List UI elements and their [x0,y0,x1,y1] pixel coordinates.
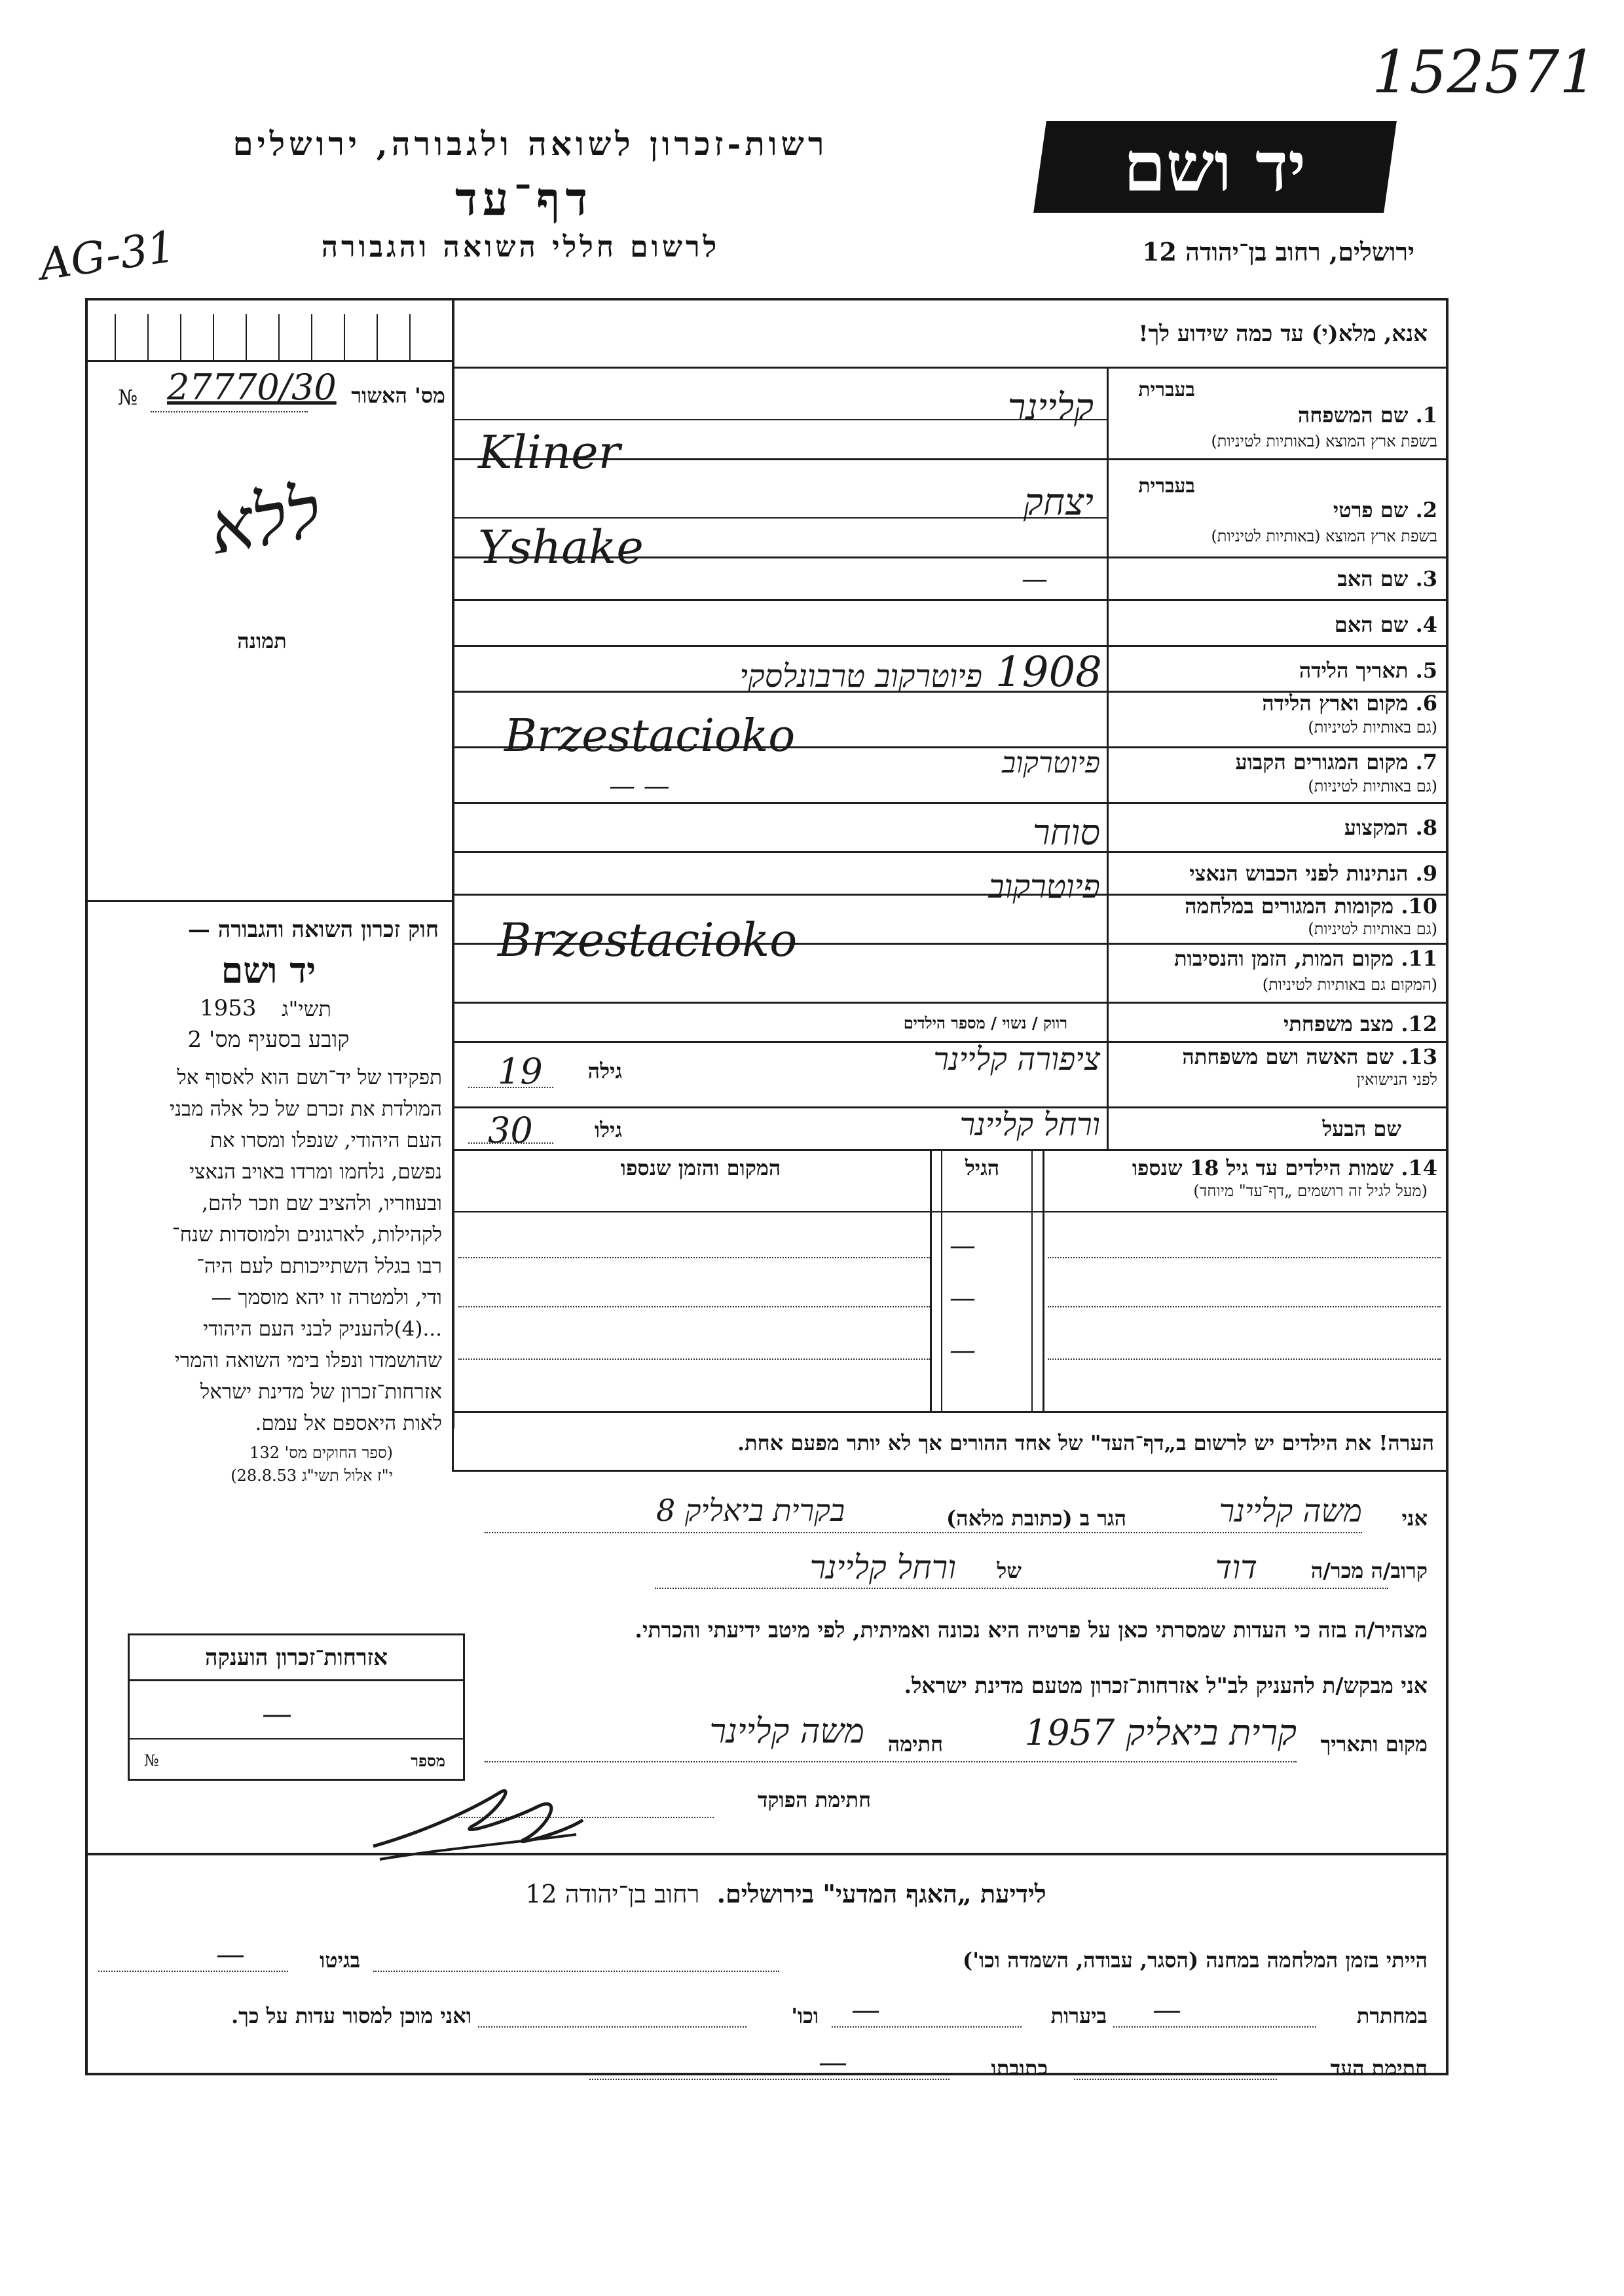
law-body [98,1062,442,1439]
header-address: ירושלים, רחוב בן־יהודה 12 [1142,237,1414,266]
col-place-time: המקום והזמן שנספו [620,1156,781,1180]
decl-relative-of: ורחל קליינר [809,1548,956,1586]
wife-name: ציפורה קליינר [933,1041,1100,1078]
decl-request: אני מבקש/ת להעניק לב"ל אזרחות־זכרון מטעם מדינת ישראל. [904,1673,1428,1698]
approval-number: 27770/30 [167,367,337,408]
other-label: וכו' [791,2003,819,2028]
residence: פיוטרקוב [1001,746,1100,780]
authority-name: רשות-זכרון לשואה ולגבורה, ירושלים [232,124,828,163]
lang-origin-2: בשפת ארץ המוצא (באותיות לטיניות) [1211,527,1437,545]
law-line: אזרחות־זכרון של מדינת ישראל [200,1380,442,1404]
law-line: ודי, ולמטרה זו יהא מוסמך — [211,1286,442,1309]
law-line: המולדת את זכרם של כל אלה מבני [169,1097,442,1121]
signature-label: חתימה [887,1732,943,1757]
law-line: ...(4)להעניק לבני העם היהודי [203,1317,442,1341]
decl-i-label: אני [1401,1506,1428,1531]
field-9-label: 9. הנתינות לפני הכבוש הנאצי [1189,861,1437,886]
field-8-label: 8. המקצוע [1344,815,1437,840]
official-signature-label: חתימת הפוקד [758,1787,871,1812]
approval-label: מס' האשור [351,383,445,408]
field-5-label: 5. תאריך הלידה [1299,658,1437,683]
law-line: רבו בגלל השתייכותם לעם היה־ [196,1254,442,1278]
law-year: 1953 [200,995,257,1021]
field-7-note: (גם באותיות לטיניות) [1308,777,1437,795]
law-line: נפשם, נלחמו ומרדו באויב הנאצי [189,1160,442,1184]
place-date: קרית ביאליק 1957 [1024,1712,1297,1753]
left-column-divider [452,299,454,1429]
field-2-label: 2. שם פרטי [1333,498,1437,522]
children-dash: — [950,1283,976,1313]
wife-age: 19 [498,1051,543,1092]
underground-mark: — [1153,1994,1181,2027]
father-name: — [1022,564,1048,594]
decl-relation: דוד [1215,1548,1257,1586]
field-3-label: 3. שם האב [1337,566,1437,591]
declarant-signature: משה קליינר [709,1712,864,1751]
law-year-he: תשי"ג [282,996,331,1021]
decl-relative-label: קרוב/ה מכר/ה [1310,1558,1428,1583]
surname-hebrew: קליינר [1007,386,1094,429]
bottom-line1: הייתי בזמן המלחמה במחנה (הסגר, עבודה, השמדה וכו') [963,1948,1428,1973]
field-12-label: 12. מצב משפחתי [1283,1011,1437,1036]
law-title: חוק זכרון השואה והגבורה — [187,917,439,943]
col-age: הגיל [965,1156,1000,1180]
law-brand: יד ושם [221,949,316,991]
wife-age-label: גילה [587,1059,622,1084]
law-line: העם היהודי, שנפלו ומסרו את [210,1129,442,1152]
birth-date: 1908 [995,648,1102,697]
husband-age-label: גילו [594,1118,622,1142]
margin-code: AG-31 [36,221,179,291]
please-fill-note: אנא, מלא(י) עד כמה שידוע לך! [1138,321,1428,347]
decl-statement: מצהיר/ה בזה כי העדות שמסרתי כאן על פרטיה היא נכונה ואמיתית, לפי מיטב ידיעתי והכרתי. [635,1617,1428,1643]
ready-label: ואני מוכן למסור עדות על כך. [231,2003,471,2028]
bottom-title: לידיעת „האגף המדעי" בירושלים. רחוב בן־יהודה 12 [525,1879,1046,1908]
place-date-label: מקום ותאריך [1320,1732,1428,1757]
wartime-place-hebrew: פיוטרקוב [988,867,1100,905]
profession: סוחר [1032,812,1100,853]
decl-of-label: של [997,1558,1022,1583]
lang-origin-1: בשפת ארץ המוצא (באותיות לטיניות) [1211,432,1437,450]
citizenship-title: אזרחות־זכרון הוענקה [205,1645,388,1671]
children-note-warning: הערה! את הילדים יש לרשום ב„דף־העד" של אחד ההורים אך לא יותר מפעם אחת. [737,1430,1434,1455]
birth-place-latin: Brzestacioko [504,710,796,762]
wartime-place-latin: Brzestacioko [498,913,798,967]
photo-mark: ללא [203,469,327,571]
witness-mark: — [819,2046,847,2079]
form-subtitle: לרשום חללי השואה והגבורה [321,230,720,264]
children-dash: — [950,1336,976,1366]
field-11-label: 11. מקום המות, הזמן והנסיבות [1174,946,1437,971]
husband-age: 30 [488,1110,533,1151]
citizenship-number-label: מספר [411,1751,445,1770]
children-dash: — [950,1231,976,1261]
birth-place-hebrew: פיוטרקוב טרבונלסקי [739,658,982,695]
field-10-note: (גם באותיות לטיניות) [1308,920,1437,938]
field-7-label: 7. מקום המגורים הקבוע [1235,750,1437,774]
decl-address: בקרית ביאליק 8 [655,1493,845,1528]
photo-label: תמונה [237,629,287,653]
first-name-latin: Yshake [478,520,644,574]
residence-dash: — — [609,771,670,801]
field-1-label: 1. שם המשפחה [1297,403,1437,428]
field-11-note: (המקום גם באותיות לטיניות) [1262,975,1437,994]
ghetto-mark: — [216,1938,245,1971]
law-line: שהושמדו ונפלו בימי השואה והמרי [174,1349,442,1372]
witness-signature-label: חתימת העד [1330,2056,1428,2081]
law-line: לקהילות, לארגונים ולמוסדות שנח־ [172,1223,442,1247]
lang-hebrew-2: בעברית [1138,475,1195,498]
field-4-label: 4. שם האם [1334,612,1437,637]
witness-address-label: כתובתו [991,2056,1048,2081]
law-line: תפקידו של יד־ושם הוא לאסוף אל [177,1066,442,1089]
forests-mark: — [851,1994,880,2027]
citizenship-number-prefix: № [144,1751,159,1770]
field-10-label: 10. מקומות המגורים במלחמה [1185,894,1437,919]
law-line: לאות היאספם אל עמם. [255,1412,442,1435]
field-13-label: 13. שם האשה ושם משפחתה [1182,1044,1437,1069]
children-label: 14. שמות הילדים עד גיל 18 שנספו [1132,1156,1437,1180]
law-ref-1: (ספר החוקים מס' 132 [249,1444,393,1462]
logo-text: יד ושם [1123,126,1306,207]
lang-hebrew-1: בעברית [1138,378,1195,401]
field-6-note: (גם באותיות לטיניות) [1308,718,1437,737]
official-signature [367,1774,589,1866]
ghetto-label: בגיטו [320,1948,360,1973]
field-13-note: לפני הנישואין [1356,1070,1437,1089]
decl-resides-label: הגר ב (כתובת מלאה) [946,1506,1126,1531]
form-title: דף־עד [454,172,593,226]
children-note: (מעל לגיל זה רושמים „דף־עד" מיוחד) [1193,1182,1428,1200]
law-ref-2: י"ז אלול תשי"ג 28.8.53) [231,1467,393,1485]
forests-label: ביערות [1050,2003,1107,2028]
husband-label: שם הבעל [1322,1116,1401,1141]
husband-line-value: ורחל קליינר [959,1106,1100,1143]
archive-number: 152571 [1372,38,1597,107]
underground-label: במחתרת [1356,2003,1428,2028]
approval-prefix: № [118,385,138,410]
marital-options: רווק / נשוי / מספר הילדים [903,1013,1067,1032]
first-name-hebrew: יצחק [1023,481,1094,524]
citizenship-mark: — [262,1696,292,1731]
law-line: ובעוזריו, ולהציב שם וזכר להם, [202,1192,442,1215]
label-divider [1107,369,1109,1151]
law-clause: קובע בסעיף מס' 2 [187,1027,350,1053]
surname-latin: Kliner [478,426,621,479]
decl-name: משה קליינר [1219,1493,1362,1529]
field-6-label: 6. מקום וארץ הלידה [1262,691,1437,716]
